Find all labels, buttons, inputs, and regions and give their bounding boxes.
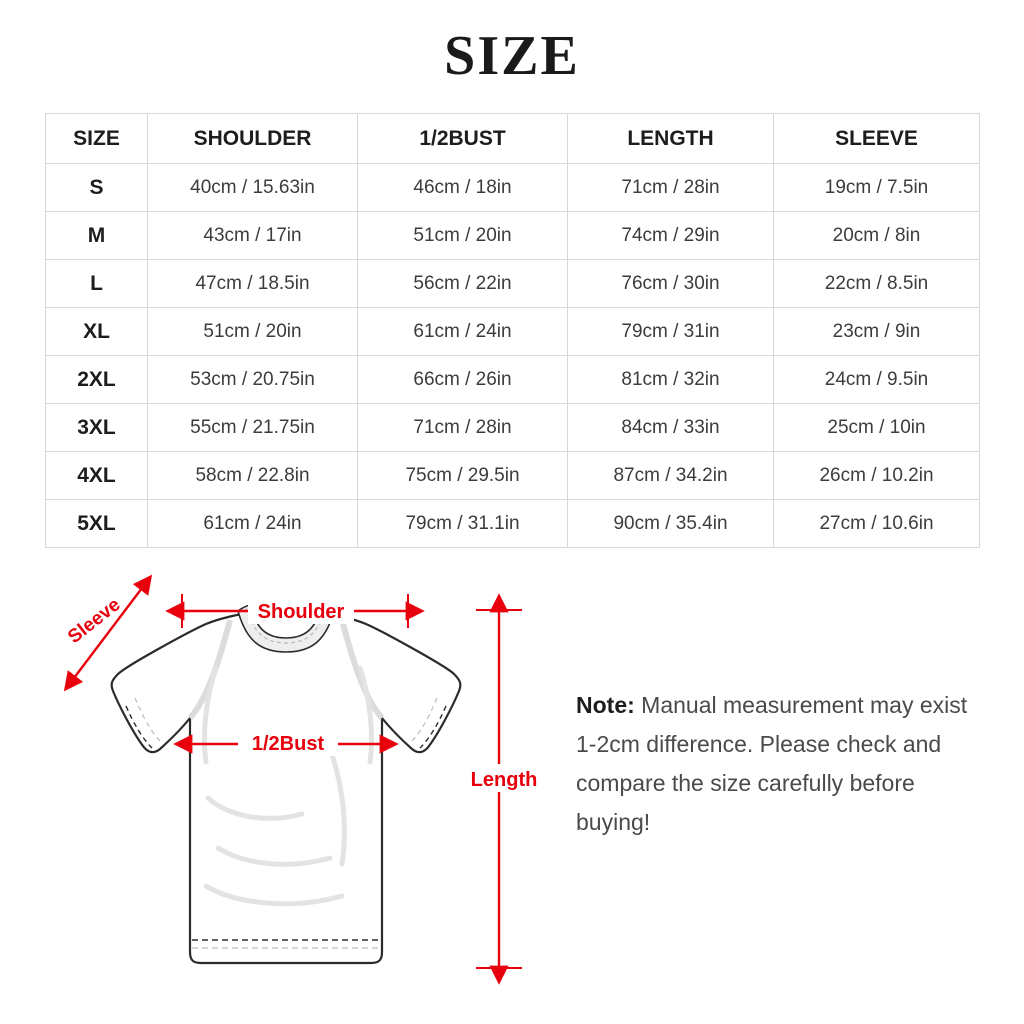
cell-sleeve: 20cm / 8in bbox=[774, 212, 980, 260]
tshirt-illustration bbox=[112, 605, 461, 963]
cell-length: 79cm / 31in bbox=[568, 308, 774, 356]
table-row bbox=[46, 356, 980, 404]
length-label: Length bbox=[470, 769, 538, 791]
cell-shoulder: 61cm / 24in bbox=[148, 500, 358, 548]
cell-sleeve: 25cm / 10in bbox=[774, 404, 980, 452]
cell-shoulder: 55cm / 21.75in bbox=[148, 404, 358, 452]
bust-label: 1/2Bust bbox=[251, 733, 325, 755]
page-title: SIZE bbox=[444, 25, 580, 87]
cell-length: 71cm / 28in bbox=[568, 164, 774, 212]
cell-size: 5XL bbox=[46, 500, 148, 548]
cell-size: 3XL bbox=[46, 404, 148, 452]
cell-sleeve: 27cm / 10.6in bbox=[774, 500, 980, 548]
cell-sleeve: 19cm / 7.5in bbox=[774, 164, 980, 212]
size-table-container bbox=[45, 113, 979, 548]
column-header-shoulder: SHOULDER bbox=[148, 114, 358, 164]
cell-length: 74cm / 29in bbox=[568, 212, 774, 260]
table-row bbox=[46, 404, 980, 452]
cell-size: S bbox=[46, 164, 148, 212]
cell-sleeve: 22cm / 8.5in bbox=[774, 260, 980, 308]
cell-shoulder: 43cm / 17in bbox=[148, 212, 358, 260]
cell-bust: 75cm / 29.5in bbox=[358, 452, 568, 500]
sleeve-label: Sleeve bbox=[64, 594, 125, 648]
cell-shoulder: 40cm / 15.63in bbox=[148, 164, 358, 212]
cell-size: 2XL bbox=[46, 356, 148, 404]
table-row bbox=[46, 164, 980, 212]
size-table bbox=[45, 113, 980, 548]
cell-length: 87cm / 34.2in bbox=[568, 452, 774, 500]
cell-length: 90cm / 35.4in bbox=[568, 500, 774, 548]
cell-bust: 46cm / 18in bbox=[358, 164, 568, 212]
table-row bbox=[46, 452, 980, 500]
table-row bbox=[46, 308, 980, 356]
cell-length: 84cm / 33in bbox=[568, 404, 774, 452]
cell-bust: 61cm / 24in bbox=[358, 308, 568, 356]
column-header-bust: 1/2BUST bbox=[358, 114, 568, 164]
cell-size: L bbox=[46, 260, 148, 308]
cell-shoulder: 51cm / 20in bbox=[148, 308, 358, 356]
measurement-diagram bbox=[30, 548, 550, 1008]
cell-sleeve: 24cm / 9.5in bbox=[774, 356, 980, 404]
cell-shoulder: 47cm / 18.5in bbox=[148, 260, 358, 308]
note-block bbox=[576, 686, 986, 842]
cell-length: 76cm / 30in bbox=[568, 260, 774, 308]
cell-bust: 56cm / 22in bbox=[358, 260, 568, 308]
cell-sleeve: 23cm / 9in bbox=[774, 308, 980, 356]
cell-bust: 66cm / 26in bbox=[358, 356, 568, 404]
cell-bust: 71cm / 28in bbox=[358, 404, 568, 452]
length-annotation bbox=[462, 610, 546, 968]
cell-size: 4XL bbox=[46, 452, 148, 500]
column-header-sleeve: SLEEVE bbox=[774, 114, 980, 164]
note-text: Manual measurement may exist 1-2cm difference. Please check and compare the size carefully before buying! bbox=[576, 692, 968, 835]
cell-bust: 51cm / 20in bbox=[358, 212, 568, 260]
table-row bbox=[46, 260, 980, 308]
cell-size: XL bbox=[46, 308, 148, 356]
table-row bbox=[46, 212, 980, 260]
shoulder-label: Shoulder bbox=[257, 601, 345, 623]
cell-shoulder: 58cm / 22.8in bbox=[148, 452, 358, 500]
table-header-row bbox=[46, 114, 980, 164]
note-label: Note: bbox=[576, 692, 635, 718]
column-header-size: SIZE bbox=[46, 114, 148, 164]
cell-size: M bbox=[46, 212, 148, 260]
cell-length: 81cm / 32in bbox=[568, 356, 774, 404]
table-row bbox=[46, 500, 980, 548]
cell-sleeve: 26cm / 10.2in bbox=[774, 452, 980, 500]
column-header-length: LENGTH bbox=[568, 114, 774, 164]
cell-shoulder: 53cm / 20.75in bbox=[148, 356, 358, 404]
cell-bust: 79cm / 31.1in bbox=[358, 500, 568, 548]
